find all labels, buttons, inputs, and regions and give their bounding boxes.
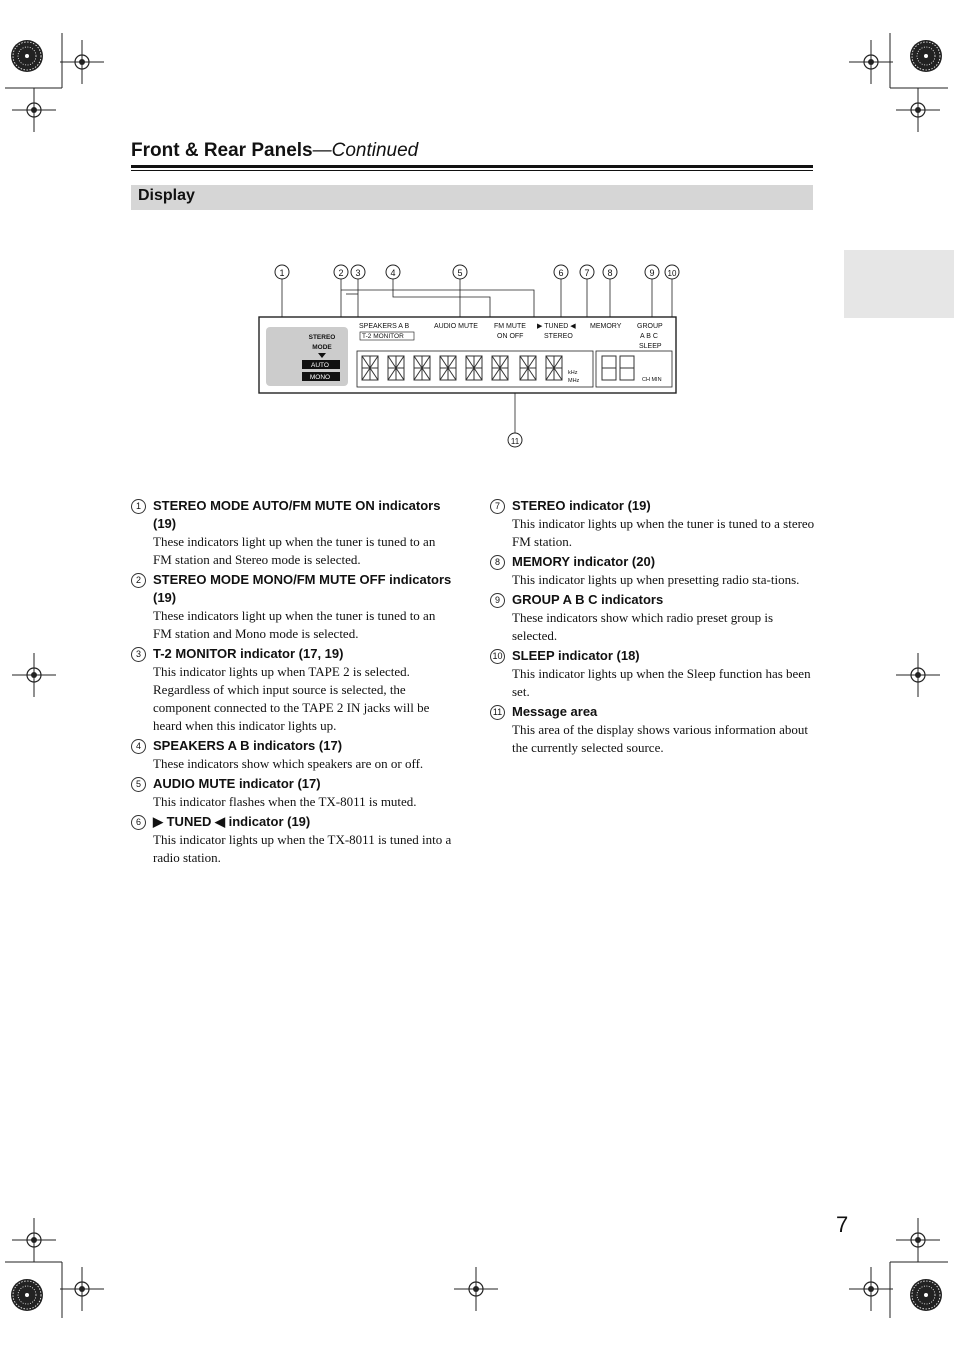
section-bar — [131, 185, 813, 210]
item-title: ▶ TUNED ◀ indicator (19) — [153, 814, 311, 829]
segment-digit — [466, 356, 482, 380]
list-item — [131, 737, 456, 773]
callout-10 — [665, 265, 679, 279]
section-title: Display — [138, 187, 195, 204]
item-description: These indicators show which speakers are on or off. — [153, 756, 424, 771]
callout-4 — [386, 265, 400, 279]
segment-digit — [492, 356, 508, 380]
item-description: These indicators light up when the tuner is tuned to an FM station and Mono mode is selected. — [153, 608, 436, 641]
display-diagram — [250, 255, 690, 455]
svg-text:T-2 MONITOR: T-2 MONITOR — [362, 333, 404, 340]
segment-digit — [440, 356, 456, 380]
callout-1 — [275, 265, 289, 279]
item-number: 2 — [131, 573, 146, 588]
svg-text:8: 8 — [607, 268, 613, 278]
item-title: STEREO MODE AUTO/FM MUTE ON indicators (19) — [153, 498, 441, 531]
item-title: STEREO MODE MONO/FM MUTE OFF indicators (19) — [153, 572, 452, 605]
header-title: Front & Rear Panels — [131, 140, 313, 161]
callout-2 — [334, 265, 348, 279]
item-number: 4 — [131, 739, 146, 754]
svg-text:kHz: kHz — [568, 370, 578, 376]
page-number: 7 — [836, 1212, 849, 1237]
svg-text:▶ TUNED ◀: ▶ TUNED ◀ — [537, 323, 576, 330]
segment-digit — [362, 356, 378, 380]
list-item — [490, 647, 815, 701]
header-rule — [131, 165, 813, 168]
svg-text:MHz: MHz — [568, 378, 580, 384]
item-description: This indicator lights up when TAPE 2 is selected. Regardless of which input source is selected, the component connected to the TAPE 2 IN jacks will be heard when this indicator lights up. — [153, 664, 430, 733]
header-rule-thin — [131, 170, 813, 171]
item-title: MEMORY indicator (20) — [512, 554, 656, 569]
item-number: 8 — [490, 555, 505, 570]
svg-text:2: 2 — [338, 268, 344, 278]
item-title: SLEEP indicator (18) — [512, 648, 640, 663]
item-description: This area of the display shows various information about the currently selected source. — [512, 722, 809, 755]
svg-text:1: 1 — [279, 268, 285, 278]
callout-8 — [603, 265, 617, 279]
svg-text:SPEAKERS A B: SPEAKERS A B — [359, 323, 410, 330]
list-item — [131, 775, 456, 811]
callout-5 — [453, 265, 467, 279]
item-description: This indicator lights up when the Sleep function has been set. — [512, 666, 811, 699]
list-item — [490, 591, 815, 645]
page-header — [131, 140, 418, 162]
svg-text:7: 7 — [584, 268, 590, 278]
callout-6 — [554, 265, 568, 279]
svg-text:3: 3 — [355, 268, 361, 278]
svg-text:ON OFF: ON OFF — [497, 333, 524, 340]
item-title: AUDIO MUTE indicator (17) — [153, 776, 321, 791]
list-item — [131, 645, 456, 735]
svg-text:10: 10 — [667, 269, 677, 278]
callout-3 — [351, 265, 365, 279]
svg-text:SLEEP: SLEEP — [639, 343, 662, 350]
svg-text:AUTO: AUTO — [311, 362, 329, 369]
list-item — [490, 497, 815, 551]
svg-text:GROUP: GROUP — [637, 323, 663, 330]
svg-text:FM MUTE: FM MUTE — [494, 323, 526, 330]
callout-9 — [645, 265, 659, 279]
callout-7 — [580, 265, 594, 279]
svg-text:5: 5 — [457, 268, 463, 278]
segment-digit — [546, 356, 562, 380]
segment-digit — [414, 356, 430, 380]
svg-text:9: 9 — [649, 268, 655, 278]
segment-digit — [520, 356, 536, 380]
item-number: 5 — [131, 777, 146, 792]
svg-text:6: 6 — [558, 268, 564, 278]
item-description: This indicator lights up when presetting radio sta-tions. — [512, 572, 800, 587]
list-item — [131, 497, 456, 569]
list-item — [490, 553, 815, 589]
header-continued: —Continued — [312, 140, 419, 161]
side-tab — [844, 250, 954, 318]
item-number: 10 — [490, 649, 505, 664]
item-number: 9 — [490, 593, 505, 608]
indicator-list-right — [490, 497, 815, 759]
svg-text:4: 4 — [390, 268, 396, 278]
list-item — [490, 703, 815, 757]
item-title: GROUP A B C indicators — [512, 592, 664, 607]
item-number: 7 — [490, 499, 505, 514]
svg-text:11: 11 — [510, 437, 520, 446]
item-number: 6 — [131, 815, 146, 830]
svg-text:MONO: MONO — [309, 374, 331, 381]
svg-text:MODE: MODE — [312, 344, 332, 351]
indicator-list-left — [131, 497, 456, 869]
list-item — [131, 813, 456, 867]
item-number: 11 — [490, 705, 505, 720]
svg-text:MEMORY: MEMORY — [590, 323, 622, 330]
callout-11 — [508, 433, 522, 447]
item-number: 3 — [131, 647, 146, 662]
item-description: This indicator lights up when the tuner is tuned to a stereo FM station. — [512, 516, 815, 549]
item-description: This indicator flashes when the TX-8011 is muted. — [153, 794, 417, 809]
list-item — [131, 571, 456, 643]
svg-text:CH MIN: CH MIN — [642, 377, 662, 383]
item-description: These indicators light up when the tuner is tuned to an FM station and Stereo mode is selected. — [153, 534, 436, 567]
item-title: SPEAKERS A B indicators (17) — [153, 738, 343, 753]
svg-text:STEREO: STEREO — [544, 333, 573, 340]
svg-text:STEREO: STEREO — [308, 334, 336, 341]
svg-text:A B C: A B C — [640, 333, 658, 340]
item-description: This indicator lights up when the TX-8011 is tuned into a radio station. — [153, 832, 452, 865]
item-title: STEREO indicator (19) — [512, 498, 651, 513]
item-title: T-2 MONITOR indicator (17, 19) — [153, 646, 344, 661]
item-number: 1 — [131, 499, 146, 514]
segment-digit — [388, 356, 404, 380]
item-description: These indicators show which radio preset group is selected. — [512, 610, 774, 643]
item-title: Message area — [512, 704, 598, 719]
svg-text:AUDIO MUTE: AUDIO MUTE — [434, 323, 478, 330]
